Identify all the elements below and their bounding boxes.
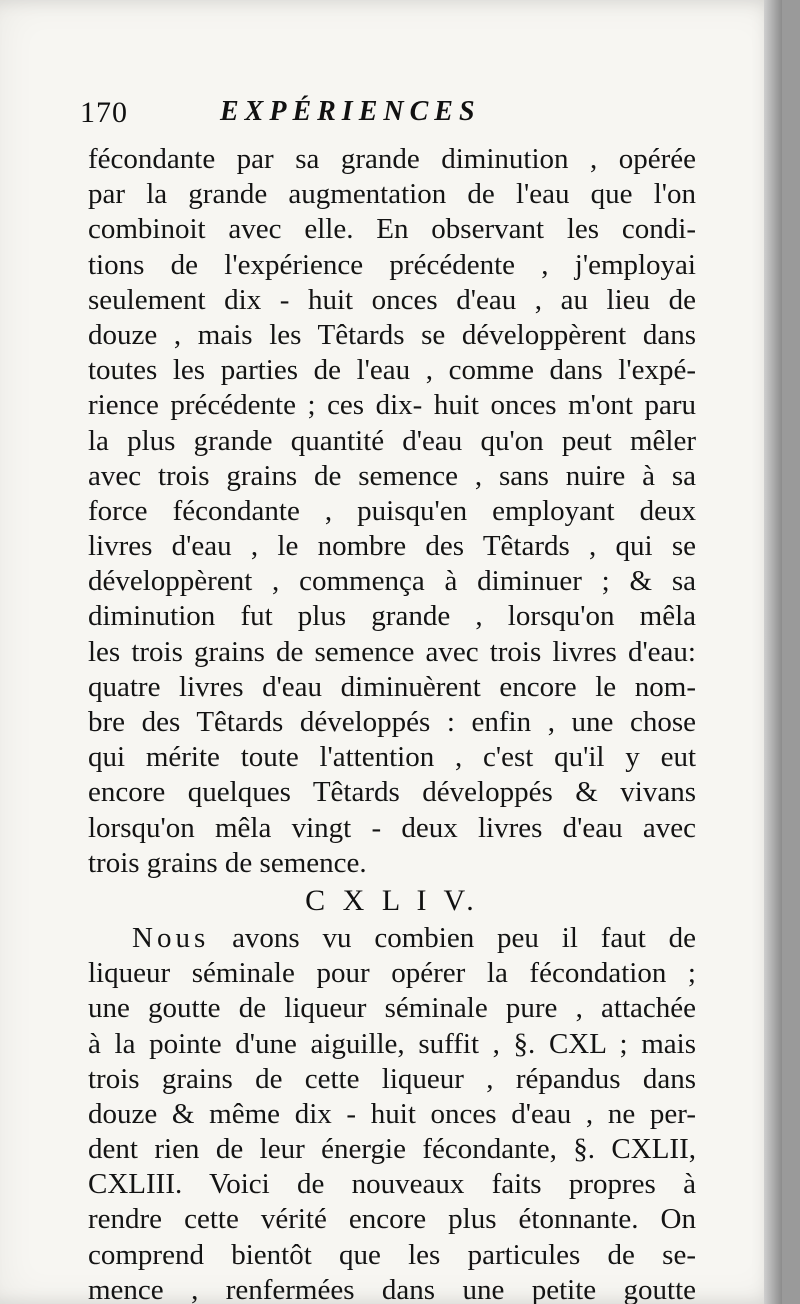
text-line: développèrent , commença à diminuer ; & sa [88, 565, 696, 598]
text-line: douze , mais les Têtards se développèrent dans [88, 318, 696, 351]
text-line: CXLIII. Voici de nouveaux faits propres à [88, 1168, 696, 1201]
section-title: C X L I V. [305, 883, 479, 917]
text-line: tions de l'expérience précédente , j'employai [88, 248, 696, 281]
text-line [88, 921, 696, 956]
text-line: bre des Têtards développés : enfin , une chose [88, 706, 696, 738]
running-head: EXPÉRIENCES [220, 96, 481, 127]
text-line: par la grande augmentation de l'eau que l'on [88, 178, 696, 211]
text-line: douze & même dix - huit onces d'eau , ne per- [88, 1097, 696, 1130]
text-line: lorsqu'on mêla vingt - deux livres d'eau avec [88, 811, 696, 844]
text-line: force fécondante , puisqu'en employant deux [88, 494, 696, 527]
page-number: 170 [80, 96, 128, 129]
text-line: une goutte de liqueur séminale pure , attachée [88, 992, 696, 1025]
text-line: toutes les parties de l'eau , comme dans l'expé- [88, 354, 696, 387]
text-line: diminution fut plus grande , lorsqu'on mêla [88, 600, 696, 633]
text-line: livres d'eau , le nombre des Têtards , qui se [88, 530, 696, 563]
page-gutter-shadow [764, 0, 782, 1304]
main-text [88, 142, 696, 1304]
line-rest: avons vu combien peu il faut de [232, 921, 696, 954]
text-line: encore quelques Têtards développés & vivans [88, 776, 696, 809]
text-line: rendre cette vérité encore plus étonnante. On [88, 1203, 696, 1236]
text-line: mence , renfermées dans une petite goutte [88, 1273, 696, 1304]
text-line: la plus grande quantité d'eau qu'on peut mêler [88, 424, 696, 457]
text-line: trois grains de semence. [88, 846, 367, 879]
text-line: rience précédente ; ces dix- huit onces m'ont paru [88, 389, 696, 422]
page-header [80, 96, 700, 136]
text-line: avec trois grains de semence , sans nuire à sa [88, 459, 696, 492]
text-line: qui mérite toute l'attention , c'est qu'il y eut [88, 741, 696, 774]
text-line: à la pointe d'une aiguille, suffit , §. CXL ; mais [88, 1027, 696, 1060]
text-line: fécondante par sa grande diminution , opérée [88, 143, 696, 175]
text-line: trois grains de cette liqueur , répandus dans [88, 1062, 696, 1095]
text-line: liqueur séminale pour opérer la fécondation ; [88, 957, 696, 990]
text-line: quatre livres d'eau diminuèrent encore le nom- [88, 670, 696, 703]
paragraph-1 [88, 142, 696, 881]
text-line: seulement dix - huit onces d'eau , au lieu de [88, 283, 696, 316]
text-line: combinoit avec elle. En observant les condi- [88, 213, 696, 246]
text-line: les trois grains de semence avec trois livres d'eau: [88, 635, 696, 668]
text-line: dent rien de leur énergie fécondante, §. CXLII, [88, 1133, 696, 1166]
initial-word: Nous [132, 921, 210, 954]
paragraph-2 [88, 921, 696, 1304]
text-line: comprend bientôt que les particules de se- [88, 1238, 696, 1271]
